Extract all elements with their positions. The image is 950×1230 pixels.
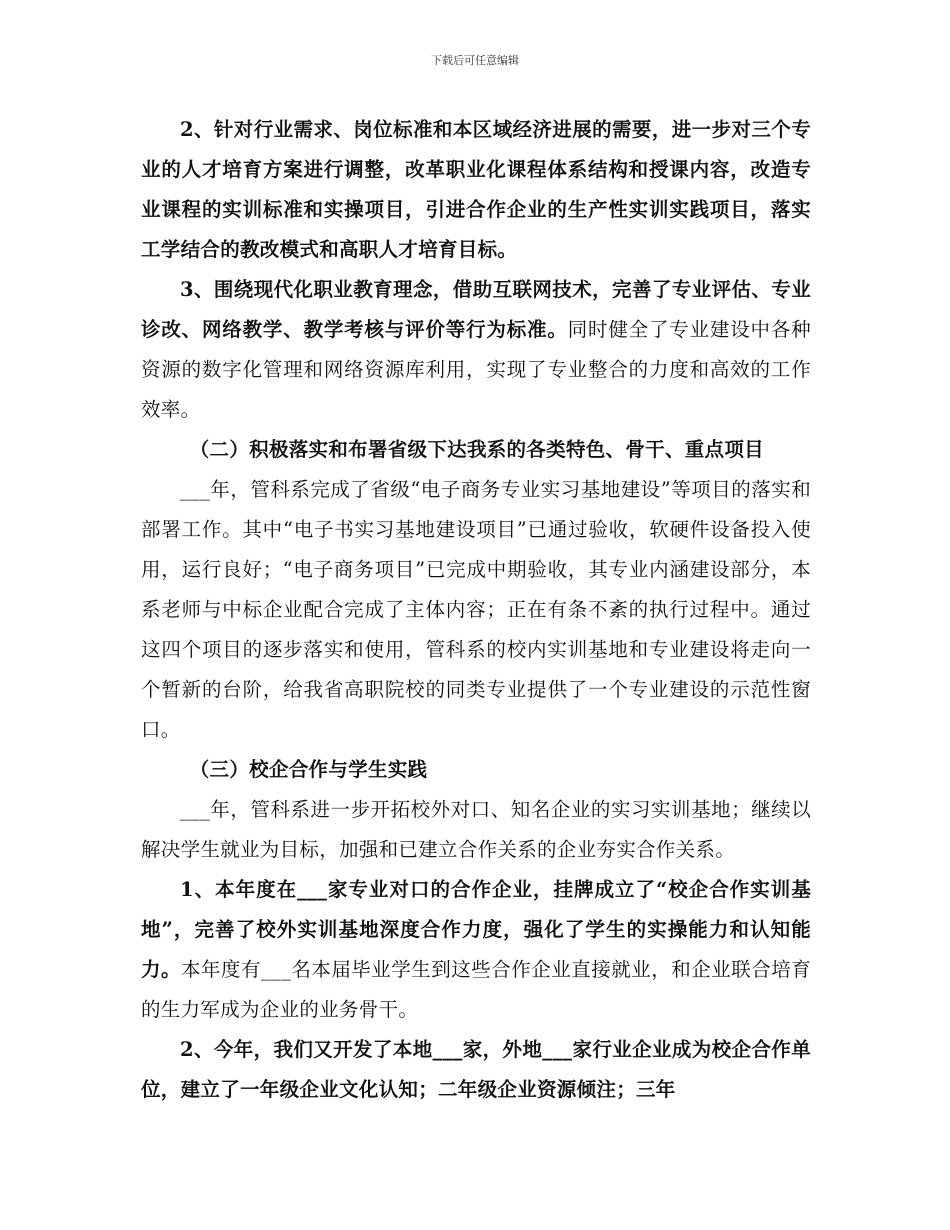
paragraph-item-1-rest: 本年度有___名本届毕业学生到这些合作企业直接就业，和企业联合培育的生力军成为企业的业务骨干。 [141, 958, 811, 1021]
paragraph-section-2: ___年，管科系完成了省级“电子商务专业实习基地建设”等项目的落实和部署工作。其中“电子书实习基地建设项目”已通过验收，软硬件设备投入使用，运行良好；“电子商务项目”已完成中期验收，其专业内涵建设部分，本系老师与中标企业配合完成了主体内容；正在有条不紊的执行过程中。通过这四个项目的逐步落实和使用，管科系的校内实训基地和专业建设将走向一个暂新的台阶，给我省高职院校的同类专业提供了一个专业建设的示范性窗口。 [141, 478, 811, 741]
paragraph-section-3: ___年，管科系进一步开拓校外对口、知名企业的实习实训基地；继续以解决学生就业为目标，加强和已建立合作关系的企业夯实合作关系。 [141, 798, 811, 861]
paragraph-item-2b: 2、今年，我们又开发了本地___家，外地___家行业企业成为校企合作单位，建立了一年级企业文化认知；二年级企业资源倾注；三年 [141, 1038, 811, 1101]
paragraph-item-3 [141, 270, 811, 430]
paragraph-item-2: 2、针对行业需求、岗位标准和本区域经济进展的需要，进一步对三个专业的人才培育方案进行调整，改革职业化课程体系结构和授课内容，改造专业课程的实训标准和实操项目，引进合作企业的生产性实训实践项目，落实工学结合的教改模式和高职人才培育目标。 [141, 118, 811, 261]
section-heading-2: （二）积极落实和布署省级下达我系的各类特色、骨干、重点项目 [189, 438, 764, 461]
paragraph-item-1-bold: 1、本年度在___家专业对口的合作企业，挂牌成立了“校企合作实训基地”，完善了校外实训基地深度合作力度，强化了学生的实操能力和认知能力。 [141, 878, 811, 981]
paragraph-item-3-bold: 3、围绕现代化职业教育理念，借助互联网技术，完善了专业评估、专业诊改、网络教学、教学考核与评价等行为标准。 [141, 278, 811, 341]
paragraph-item-3-rest: 同时健全了专业建设中各种资源的数字化管理和网络资源库利用，实现了专业整合的力度和高效的工作效率。 [141, 318, 811, 421]
document-body [141, 110, 811, 1110]
page-header: 下载后可任意编辑 [431, 54, 519, 67]
section-heading-3: （三）校企合作与学生实践 [189, 758, 428, 781]
paragraph-item-1 [141, 870, 811, 1030]
